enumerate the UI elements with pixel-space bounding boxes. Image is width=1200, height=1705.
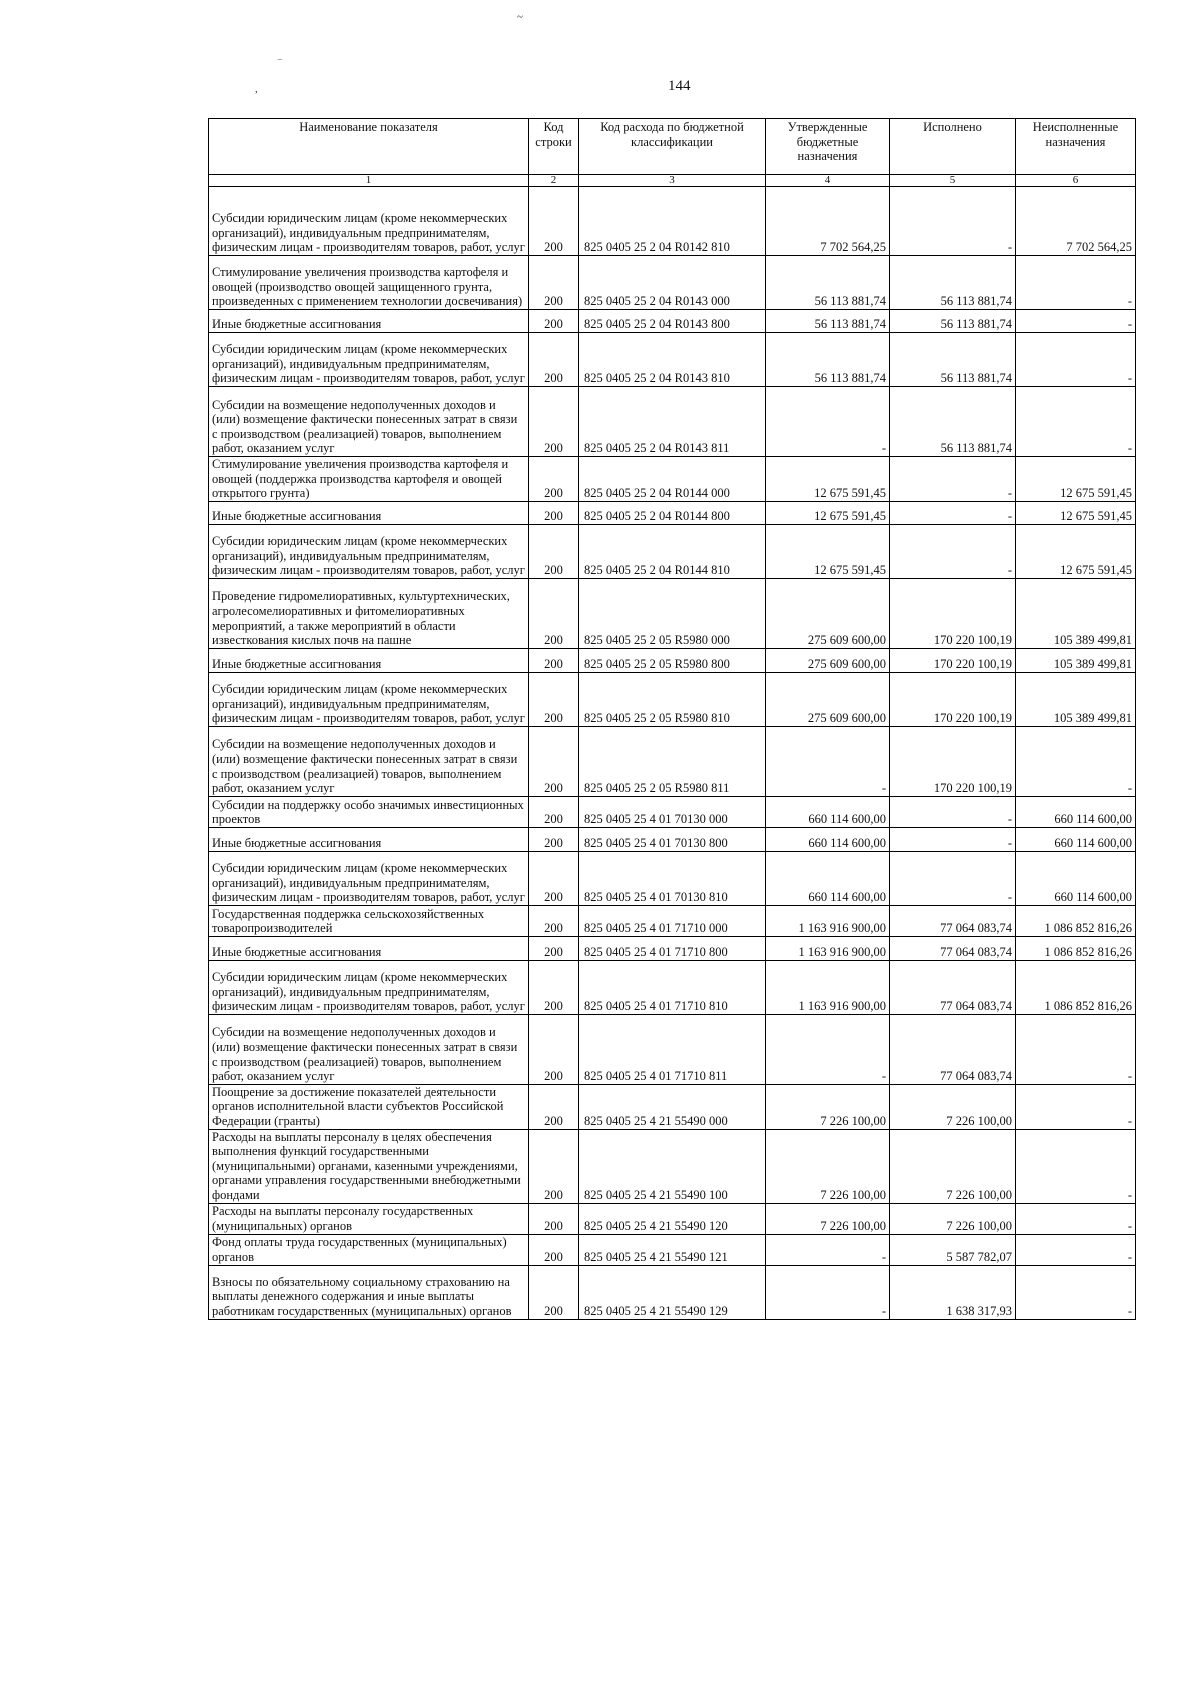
unexecuted-cell: 12 675 591,45 (1016, 524, 1136, 578)
scan-mark: ‾ (278, 59, 282, 71)
line-code-cell: 200 (529, 905, 579, 936)
budget-code-cell: 825 0405 25 2 04 R0144 800 (579, 501, 766, 524)
budget-code-cell: 825 0405 25 2 04 R0143 811 (579, 387, 766, 457)
budget-code-cell: 825 0405 25 4 01 71710 811 (579, 1014, 766, 1084)
unexecuted-cell: - (1016, 333, 1136, 387)
executed-cell: 56 113 881,74 (890, 310, 1016, 333)
indicator-name-cell: Иные бюджетные ассигнования (209, 827, 529, 851)
executed-cell: 170 220 100,19 (890, 578, 1016, 648)
executed-cell: 77 064 083,74 (890, 1014, 1016, 1084)
executed-cell: - (890, 524, 1016, 578)
approved-cell: 660 114 600,00 (766, 851, 890, 905)
table-row (209, 387, 1136, 457)
table-row (209, 256, 1136, 310)
unexecuted-cell: - (1016, 310, 1136, 333)
unexecuted-cell: 12 675 591,45 (1016, 501, 1136, 524)
table-row (209, 672, 1136, 726)
header-line-code: Код строки (529, 119, 579, 175)
approved-cell: - (766, 1234, 890, 1265)
budget-code-cell: 825 0405 25 2 04 R0142 810 (579, 187, 766, 256)
budget-code-cell: 825 0405 25 4 21 55490 120 (579, 1203, 766, 1234)
line-code-cell: 200 (529, 524, 579, 578)
line-code-cell: 200 (529, 851, 579, 905)
table-row (209, 524, 1136, 578)
approved-cell: 1 163 916 900,00 (766, 936, 890, 960)
approved-cell: 7 702 564,25 (766, 187, 890, 256)
budget-code-cell: 825 0405 25 4 21 55490 000 (579, 1084, 766, 1129)
executed-cell: - (890, 187, 1016, 256)
budget-code-cell: 825 0405 25 4 01 71710 000 (579, 905, 766, 936)
executed-cell: 7 226 100,00 (890, 1084, 1016, 1129)
header-budget-code: Код расхода по бюджетной классификации (579, 119, 766, 175)
budget-execution-table (208, 118, 1136, 1320)
executed-cell: - (890, 851, 1016, 905)
indicator-name-cell: Субсидии юридическим лицам (кроме некоммерческих организаций), индивидуальным предпринимателям, физическим лицам - производителям товаров, работ, услуг (209, 960, 529, 1014)
indicator-name-cell: Субсидии юридическим лицам (кроме некоммерческих организаций), индивидуальным предпринимателям, физическим лицам - производителям товаров, работ, услуг (209, 672, 529, 726)
budget-code-cell: 825 0405 25 2 04 R0144 810 (579, 524, 766, 578)
indicator-name-cell: Иные бюджетные ассигнования (209, 310, 529, 333)
header-unexecuted: Неисполненные назначения (1016, 119, 1136, 175)
indicator-name-cell: Субсидии юридическим лицам (кроме некоммерческих организаций), индивидуальным предпринимателям, физическим лицам - производителям товаров, работ, услуг (209, 851, 529, 905)
line-code-cell: 200 (529, 256, 579, 310)
line-code-cell: 200 (529, 457, 579, 502)
executed-cell: 5 587 782,07 (890, 1234, 1016, 1265)
table-row (209, 1203, 1136, 1234)
header-executed: Исполнено (890, 119, 1016, 175)
budget-code-cell: 825 0405 25 4 01 70130 810 (579, 851, 766, 905)
scan-mark: , (255, 83, 258, 95)
unexecuted-cell: - (1016, 387, 1136, 457)
unexecuted-cell: - (1016, 1265, 1136, 1319)
table-row (209, 1234, 1136, 1265)
table-row (209, 310, 1136, 333)
indicator-name-cell: Субсидии юридическим лицам (кроме некоммерческих организаций), индивидуальным предпринимателям, физическим лицам - производителям товаров, работ, услуг (209, 524, 529, 578)
line-code-cell: 200 (529, 672, 579, 726)
unexecuted-cell: - (1016, 1203, 1136, 1234)
approved-cell: 56 113 881,74 (766, 310, 890, 333)
indicator-name-cell: Расходы на выплаты персоналу в целях обеспечения выполнения функций государственными (муниципальными) органами, казенными учреждениями, органами управления государственными внебюджетными фондами (209, 1129, 529, 1203)
unexecuted-cell: 660 114 600,00 (1016, 796, 1136, 827)
table-row (209, 960, 1136, 1014)
table-row (209, 333, 1136, 387)
executed-cell: - (890, 827, 1016, 851)
indicator-name-cell: Фонд оплаты труда государственных (муниципальных) органов (209, 1234, 529, 1265)
approved-cell: 7 226 100,00 (766, 1203, 890, 1234)
budget-code-cell: 825 0405 25 2 04 R0143 000 (579, 256, 766, 310)
budget-code-cell: 825 0405 25 4 01 71710 810 (579, 960, 766, 1014)
executed-cell: - (890, 501, 1016, 524)
line-code-cell: 200 (529, 1265, 579, 1319)
executed-cell: 170 220 100,19 (890, 672, 1016, 726)
unexecuted-cell: 12 675 591,45 (1016, 457, 1136, 502)
approved-cell: 275 609 600,00 (766, 672, 890, 726)
line-code-cell: 200 (529, 648, 579, 672)
line-code-cell: 200 (529, 936, 579, 960)
column-number: 2 (529, 175, 579, 187)
approved-cell: 275 609 600,00 (766, 578, 890, 648)
executed-cell: - (890, 796, 1016, 827)
budget-code-cell: 825 0405 25 4 01 71710 800 (579, 936, 766, 960)
column-number: 5 (890, 175, 1016, 187)
indicator-name-cell: Иные бюджетные ассигнования (209, 648, 529, 672)
budget-code-cell: 825 0405 25 2 05 R5980 800 (579, 648, 766, 672)
budget-code-cell: 825 0405 25 2 05 R5980 811 (579, 726, 766, 796)
indicator-name-cell: Проведение гидромелиоративных, культуртехнических, агролесомелиоративных и фитомелиоративных мероприятий, а также мероприятий в области известкования кислых почв на пашне (209, 578, 529, 648)
budget-code-cell: 825 0405 25 2 04 R0143 810 (579, 333, 766, 387)
line-code-cell: 200 (529, 1014, 579, 1084)
approved-cell: - (766, 1265, 890, 1319)
budget-code-cell: 825 0405 25 4 21 55490 100 (579, 1129, 766, 1203)
approved-cell: 275 609 600,00 (766, 648, 890, 672)
unexecuted-cell: 105 389 499,81 (1016, 672, 1136, 726)
column-number: 6 (1016, 175, 1136, 187)
line-code-cell: 200 (529, 187, 579, 256)
indicator-name-cell: Государственная поддержка сельскохозяйственных товаропроизводителей (209, 905, 529, 936)
line-code-cell: 200 (529, 333, 579, 387)
table-row (209, 936, 1136, 960)
indicator-name-cell: Иные бюджетные ассигнования (209, 501, 529, 524)
unexecuted-cell: - (1016, 726, 1136, 796)
column-number: 3 (579, 175, 766, 187)
budget-code-cell: 825 0405 25 4 21 55490 129 (579, 1265, 766, 1319)
budget-code-cell: 825 0405 25 2 04 R0144 000 (579, 457, 766, 502)
table-row (209, 726, 1136, 796)
table-row (209, 578, 1136, 648)
executed-cell: 170 220 100,19 (890, 726, 1016, 796)
unexecuted-cell: - (1016, 256, 1136, 310)
table-body (209, 187, 1136, 1320)
approved-cell: 660 114 600,00 (766, 796, 890, 827)
unexecuted-cell: 7 702 564,25 (1016, 187, 1136, 256)
executed-cell: 170 220 100,19 (890, 648, 1016, 672)
table-row (209, 501, 1136, 524)
approved-cell: 660 114 600,00 (766, 827, 890, 851)
line-code-cell: 200 (529, 387, 579, 457)
line-code-cell: 200 (529, 960, 579, 1014)
column-number: 1 (209, 175, 529, 187)
unexecuted-cell: 660 114 600,00 (1016, 851, 1136, 905)
scan-mark: ~ (517, 11, 523, 23)
unexecuted-cell: 1 086 852 816,26 (1016, 936, 1136, 960)
unexecuted-cell: - (1016, 1129, 1136, 1203)
table-row (209, 1129, 1136, 1203)
line-code-cell: 200 (529, 1084, 579, 1129)
page-number: 144 (668, 78, 691, 94)
indicator-name-cell: Стимулирование увеличения производства картофеля и овощей (поддержка производства картофеля и овощей открытого грунта) (209, 457, 529, 502)
indicator-name-cell: Субсидии юридическим лицам (кроме некоммерческих организаций), индивидуальным предпринимателям, физическим лицам - производителям товаров, работ, услуг (209, 187, 529, 256)
header-approved: Утвержденные бюджетные назначения (766, 119, 890, 175)
table-row (209, 648, 1136, 672)
budget-code-cell: 825 0405 25 4 01 70130 800 (579, 827, 766, 851)
approved-cell: - (766, 1014, 890, 1084)
line-code-cell: 200 (529, 501, 579, 524)
indicator-name-cell: Расходы на выплаты персоналу государственных (муниципальных) органов (209, 1203, 529, 1234)
table-row (209, 1265, 1136, 1319)
line-code-cell: 200 (529, 726, 579, 796)
indicator-name-cell: Поощрение за достижение показателей деятельности органов исполнительной власти субъектов Российской Федерации (гранты) (209, 1084, 529, 1129)
unexecuted-cell: - (1016, 1234, 1136, 1265)
indicator-name-cell: Взносы по обязательному социальному страхованию на выплаты денежного содержания и иные выплаты работникам государственных (муниципальных) органов (209, 1265, 529, 1319)
approved-cell: 7 226 100,00 (766, 1084, 890, 1129)
indicator-name-cell: Субсидии на возмещение недополученных доходов и (или) возмещение фактически понесенных затрат в связи с производством (реализацией) товаров, выполнением работ, оказанием услуг (209, 387, 529, 457)
line-code-cell: 200 (529, 1203, 579, 1234)
unexecuted-cell: 660 114 600,00 (1016, 827, 1136, 851)
line-code-cell: 200 (529, 1129, 579, 1203)
indicator-name-cell: Субсидии на поддержку особо значимых инвестиционных проектов (209, 796, 529, 827)
line-code-cell: 200 (529, 1234, 579, 1265)
approved-cell: 56 113 881,74 (766, 333, 890, 387)
column-number: 4 (766, 175, 890, 187)
table-row (209, 187, 1136, 256)
approved-cell: 56 113 881,74 (766, 256, 890, 310)
approved-cell: 7 226 100,00 (766, 1129, 890, 1203)
executed-cell: 77 064 083,74 (890, 960, 1016, 1014)
table-row (209, 1014, 1136, 1084)
table-row (209, 1084, 1136, 1129)
unexecuted-cell: 1 086 852 816,26 (1016, 960, 1136, 1014)
line-code-cell: 200 (529, 310, 579, 333)
approved-cell: 12 675 591,45 (766, 457, 890, 502)
executed-cell: 7 226 100,00 (890, 1203, 1016, 1234)
header-indicator-name: Наименование показателя (209, 119, 529, 175)
line-code-cell: 200 (529, 578, 579, 648)
executed-cell: 1 638 317,93 (890, 1265, 1016, 1319)
approved-cell: 1 163 916 900,00 (766, 960, 890, 1014)
budget-code-cell: 825 0405 25 2 05 R5980 000 (579, 578, 766, 648)
table-row (209, 851, 1136, 905)
unexecuted-cell: - (1016, 1084, 1136, 1129)
budget-code-cell: 825 0405 25 4 21 55490 121 (579, 1234, 766, 1265)
unexecuted-cell: 105 389 499,81 (1016, 578, 1136, 648)
executed-cell: 77 064 083,74 (890, 905, 1016, 936)
unexecuted-cell: - (1016, 1014, 1136, 1084)
table-row (209, 827, 1136, 851)
indicator-name-cell: Субсидии юридическим лицам (кроме некоммерческих организаций), индивидуальным предпринимателям, физическим лицам - производителям товаров, работ, услуг (209, 333, 529, 387)
approved-cell: - (766, 726, 890, 796)
table-row (209, 457, 1136, 502)
line-code-cell: 200 (529, 796, 579, 827)
budget-code-cell: 825 0405 25 4 01 70130 000 (579, 796, 766, 827)
approved-cell: 1 163 916 900,00 (766, 905, 890, 936)
executed-cell: 56 113 881,74 (890, 256, 1016, 310)
approved-cell: - (766, 387, 890, 457)
executed-cell: 56 113 881,74 (890, 387, 1016, 457)
indicator-name-cell: Субсидии на возмещение недополученных доходов и (или) возмещение фактически понесенных затрат в связи с производством (реализацией) товаров, выполнением работ, оказанием услуг (209, 1014, 529, 1084)
indicator-name-cell: Субсидии на возмещение недополученных доходов и (или) возмещение фактически понесенных затрат в связи с производством (реализацией) товаров, выполнением работ, оказанием услуг (209, 726, 529, 796)
line-code-cell: 200 (529, 827, 579, 851)
approved-cell: 12 675 591,45 (766, 501, 890, 524)
budget-code-cell: 825 0405 25 2 05 R5980 810 (579, 672, 766, 726)
executed-cell: 77 064 083,74 (890, 936, 1016, 960)
indicator-name-cell: Стимулирование увеличения производства картофеля и овощей (производство овощей защищенного грунта, произведенных с применением технологии досвечивания) (209, 256, 529, 310)
table-row (209, 796, 1136, 827)
budget-code-cell: 825 0405 25 2 04 R0143 800 (579, 310, 766, 333)
table-row (209, 905, 1136, 936)
executed-cell: - (890, 457, 1016, 502)
executed-cell: 7 226 100,00 (890, 1129, 1016, 1203)
unexecuted-cell: 105 389 499,81 (1016, 648, 1136, 672)
approved-cell: 12 675 591,45 (766, 524, 890, 578)
executed-cell: 56 113 881,74 (890, 333, 1016, 387)
unexecuted-cell: 1 086 852 816,26 (1016, 905, 1136, 936)
indicator-name-cell: Иные бюджетные ассигнования (209, 936, 529, 960)
